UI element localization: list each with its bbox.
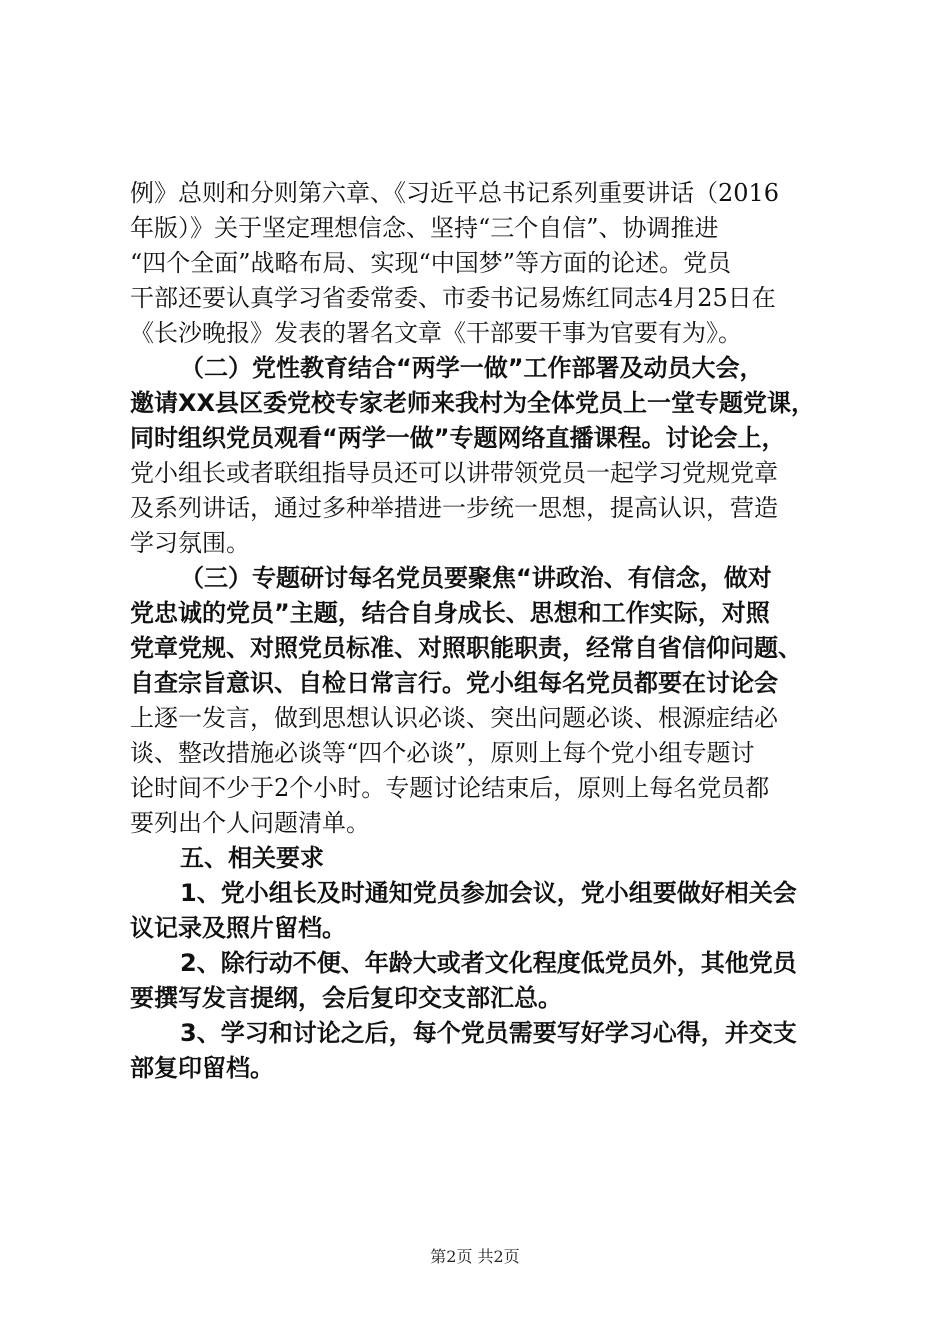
text-line: “四个全面”战略布局、实现“中国梦”等方面的论述。党员 <box>130 249 732 277</box>
text-line: 例》总则和分则第六章、《习近平总书记系列重要讲话（2016 <box>130 179 780 207</box>
page-number-footer: 第2页 共2页 <box>430 1247 520 1266</box>
text-line: 谈、整改措施必谈等“四个必谈”，原则上每个党小组专题讨 <box>130 739 755 767</box>
requirement-item-1: 1、党小组长及时通知党员参加会议，党小组要做好相关会 <box>180 879 797 907</box>
text-line: 党小组长或者联组指导员还可以讲带领党员一起学习党规党章 <box>130 459 778 487</box>
text-line: 同时组织党员观看“两学一做”专题网络直播课程。讨论会上， <box>130 424 786 452</box>
text-line: 自查宗旨意识、自检日常言行。党小组每名党员都要在讨论会 <box>130 669 778 697</box>
document-body <box>130 176 830 1086</box>
text-line: 邀请XX县区委党校专家老师来我村为全体党员上一堂专题党课， <box>130 389 816 417</box>
text-line: 《长沙晚报》发表的署名文章《干部要干事为官要有为》。 <box>130 319 742 347</box>
text-line: 论时间不少于2个小时。专题讨论结束后，原则上每名党员都 <box>130 774 770 802</box>
text-line: 议记录及照片留档。 <box>130 914 346 942</box>
text-line: 要撰写发言提纲，会后复印交支部汇总。 <box>130 984 562 1012</box>
section-heading-2: （二）党性教育结合“两学一做”工作部署及动员大会， <box>180 354 764 382</box>
section-heading-3: （三）专题研讨每名党员要聚焦“讲政治、有信念，做对 <box>180 564 772 592</box>
text-line: 上逐一发言，做到思想认识必谈、突出问题必谈、根源症结必 <box>130 704 778 732</box>
text-line: 部复印留档。 <box>130 1054 274 1082</box>
section-heading-5: 五、相关要求 <box>180 844 324 872</box>
text-line: 及系列讲话，通过多种举措进一步统一思想，提高认识，营造 <box>130 494 778 522</box>
text-line: 党章党规、对照党员标准、对照职能职责，经常自省信仰问题、 <box>130 634 802 662</box>
text-line: 要列出个人问题清单。 <box>130 809 370 837</box>
text-line: 学习氛围。 <box>130 529 250 557</box>
requirement-item-2: 2、除行动不便、年龄大或者文化程度低党员外，其他党员 <box>180 949 797 977</box>
requirement-item-3: 3、学习和讨论之后，每个党员需要写好学习心得，并交支 <box>180 1019 797 1047</box>
text-line: 年版）》关于坚定理想信念、坚持“三个自信”、协调推进 <box>130 214 719 242</box>
text-line: 党忠诚的党员”主题，结合自身成长、思想和工作实际，对照 <box>130 599 770 627</box>
text-line: 干部还要认真学习省委常委、市委书记易炼红同志4月25日在 <box>130 284 776 312</box>
